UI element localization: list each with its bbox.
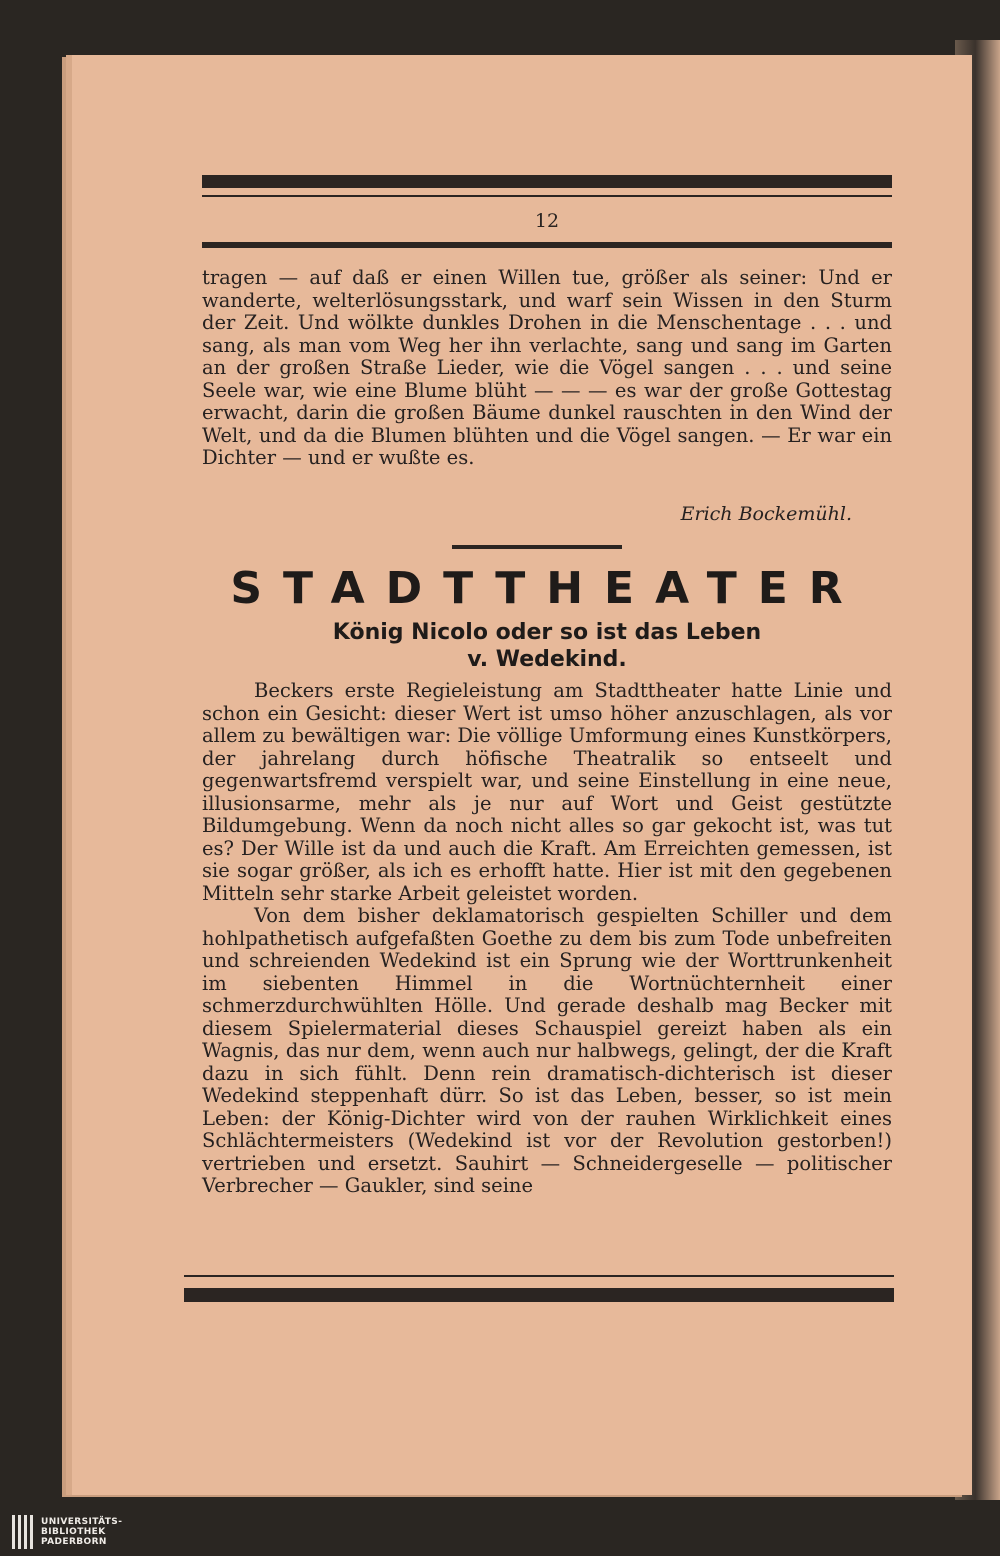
footer-rule-thin <box>184 1275 894 1277</box>
continuation-paragraph: tragen — auf daß er einen Willen tue, größer als seiner: Und er wanderte, welterlösungsstark, und warf sein Wissen in den Sturm der Zeit. Und wölkte dunkles Drohen in die Menschentage . . . und sang, als man vom Weg her ihn verlachte, sang und sang im Garten an der großen Straße Lieder, wie die Vögel sangen . . . und seine Seele war, wie eine Blume blüht — — — es war der große Gottestag erwacht, darin die großen Bäume dunkel rauschten in den Wind der Welt, und da die Blumen blühten und die Vögel sangen. — Er war ein Dichter — und er wußte es. <box>202 266 892 469</box>
library-logo-icon <box>12 1515 33 1549</box>
play-title: König Nicolo oder so ist das Leben <box>332 620 762 645</box>
library-logo <box>12 1512 122 1552</box>
book-page <box>72 55 972 1495</box>
review-paragraph-1: Beckers erste Regieleistung am Stadttheater hatte Linie und schon ein Gesicht: dieser Wert ist umso höher anzuschlagen, als vor allem zu bewältigen war: Die völlige Umformung eines Kunstkörpers, der jahrelang durch höfische Theatralik so entseelt und gegenwartsfremd verspielt war, und seine Einstellung in eine neue, illusionsarme, mehr als je nur auf Wort und Geist gestützte Bildumgebung. Wenn da noch nicht alles so gar gekocht ist, was tut es? Der Wille ist da und auch die Kraft. Am Erreichten gemessen, ist sie sogar größer, als ich es erhofft hatte. Hier ist mit den gegebenen Mitteln sehr starke Arbeit geleistet worden. <box>202 679 892 905</box>
library-logo-text: UNIVERSITÄTS- BIBLIOTHEK PADERBORN <box>41 1517 123 1547</box>
header-rule-thick <box>202 175 892 188</box>
header-rule-bottom <box>202 242 892 248</box>
article-continuation <box>202 267 892 470</box>
footer-rule-thick <box>184 1288 894 1302</box>
section-divider <box>452 545 622 549</box>
review-paragraph-2: Von dem bisher deklamatorisch gespielten Schiller und dem hohlpathetisch aufgefaßten Goethe zu dem bis zum Tode unbefreiten und schreienden Wedekind ist ein Sprung wie der Worttrunkenheit im siebenten Himmel in die Wortnüchternheit einer schmerzdurchwühlten Hölle. Und gerade deshalb mag Becker mit diesem Spielermaterial dieses Schauspiel gereizt haben als ein Wagnis, das nur dem, wenn auch nur halbwegs, gelingt, der die Kraft dazu in sich fühlt. Denn rein dramatisch-dichterisch ist dieser Wedekind steppenhaft dürr. So ist das Leben, besser, so ist mein Leben: der König-Dichter wird von der rauhen Wirklichkeit eines Schlächtermeisters (Wedekind ist vor der Revolution gestorben!) vertrieben und ersetzt. Sauhirt — Schneidergeselle — politischer Verbrecher — Gaukler, sind seine <box>202 904 892 1197</box>
page-number: 12 <box>534 210 560 232</box>
section-headline: STADTTHEATER <box>230 563 864 614</box>
author-signature: Erich Bockemühl. <box>680 503 852 525</box>
header-rule-thin <box>202 195 892 197</box>
play-author: v. Wedekind. <box>467 647 627 672</box>
review-body <box>202 680 892 1198</box>
